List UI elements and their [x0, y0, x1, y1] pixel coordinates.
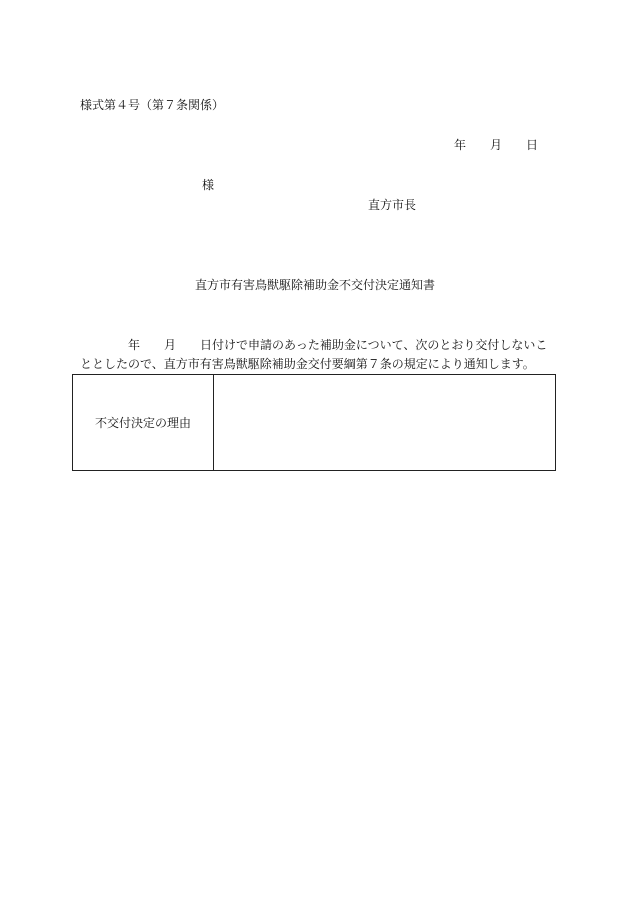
date-line [454, 139, 538, 151]
reason-label: 不交付決定の理由 [94, 416, 191, 430]
reason-table [72, 374, 556, 471]
date-month-label: 月 [490, 138, 503, 152]
body-year-label: 年 [128, 338, 141, 352]
addressee-honorific: 様 [202, 178, 215, 192]
date-year-label: 年 [454, 138, 467, 152]
body-line-1 [128, 339, 547, 351]
issuer-name: 直方市長 [368, 198, 417, 212]
document-title: 直方市有害鳥獣駆除補助金不交付決定通知書 [194, 278, 435, 292]
form-number: 様式第４号（第７条関係） [80, 98, 225, 112]
reason-label-cell [73, 375, 214, 470]
date-day-label: 日 [526, 138, 539, 152]
body-month-label: 月 [164, 338, 177, 352]
body-line-2: ととしたので、直方市有害鳥獣駆除補助金交付要綱第７条の規定により通知します。 [80, 357, 535, 371]
body-line-1-text: 日付けで申請のあった補助金について、次のとおり交付しないこ [200, 338, 548, 352]
reason-value-cell [214, 375, 555, 470]
